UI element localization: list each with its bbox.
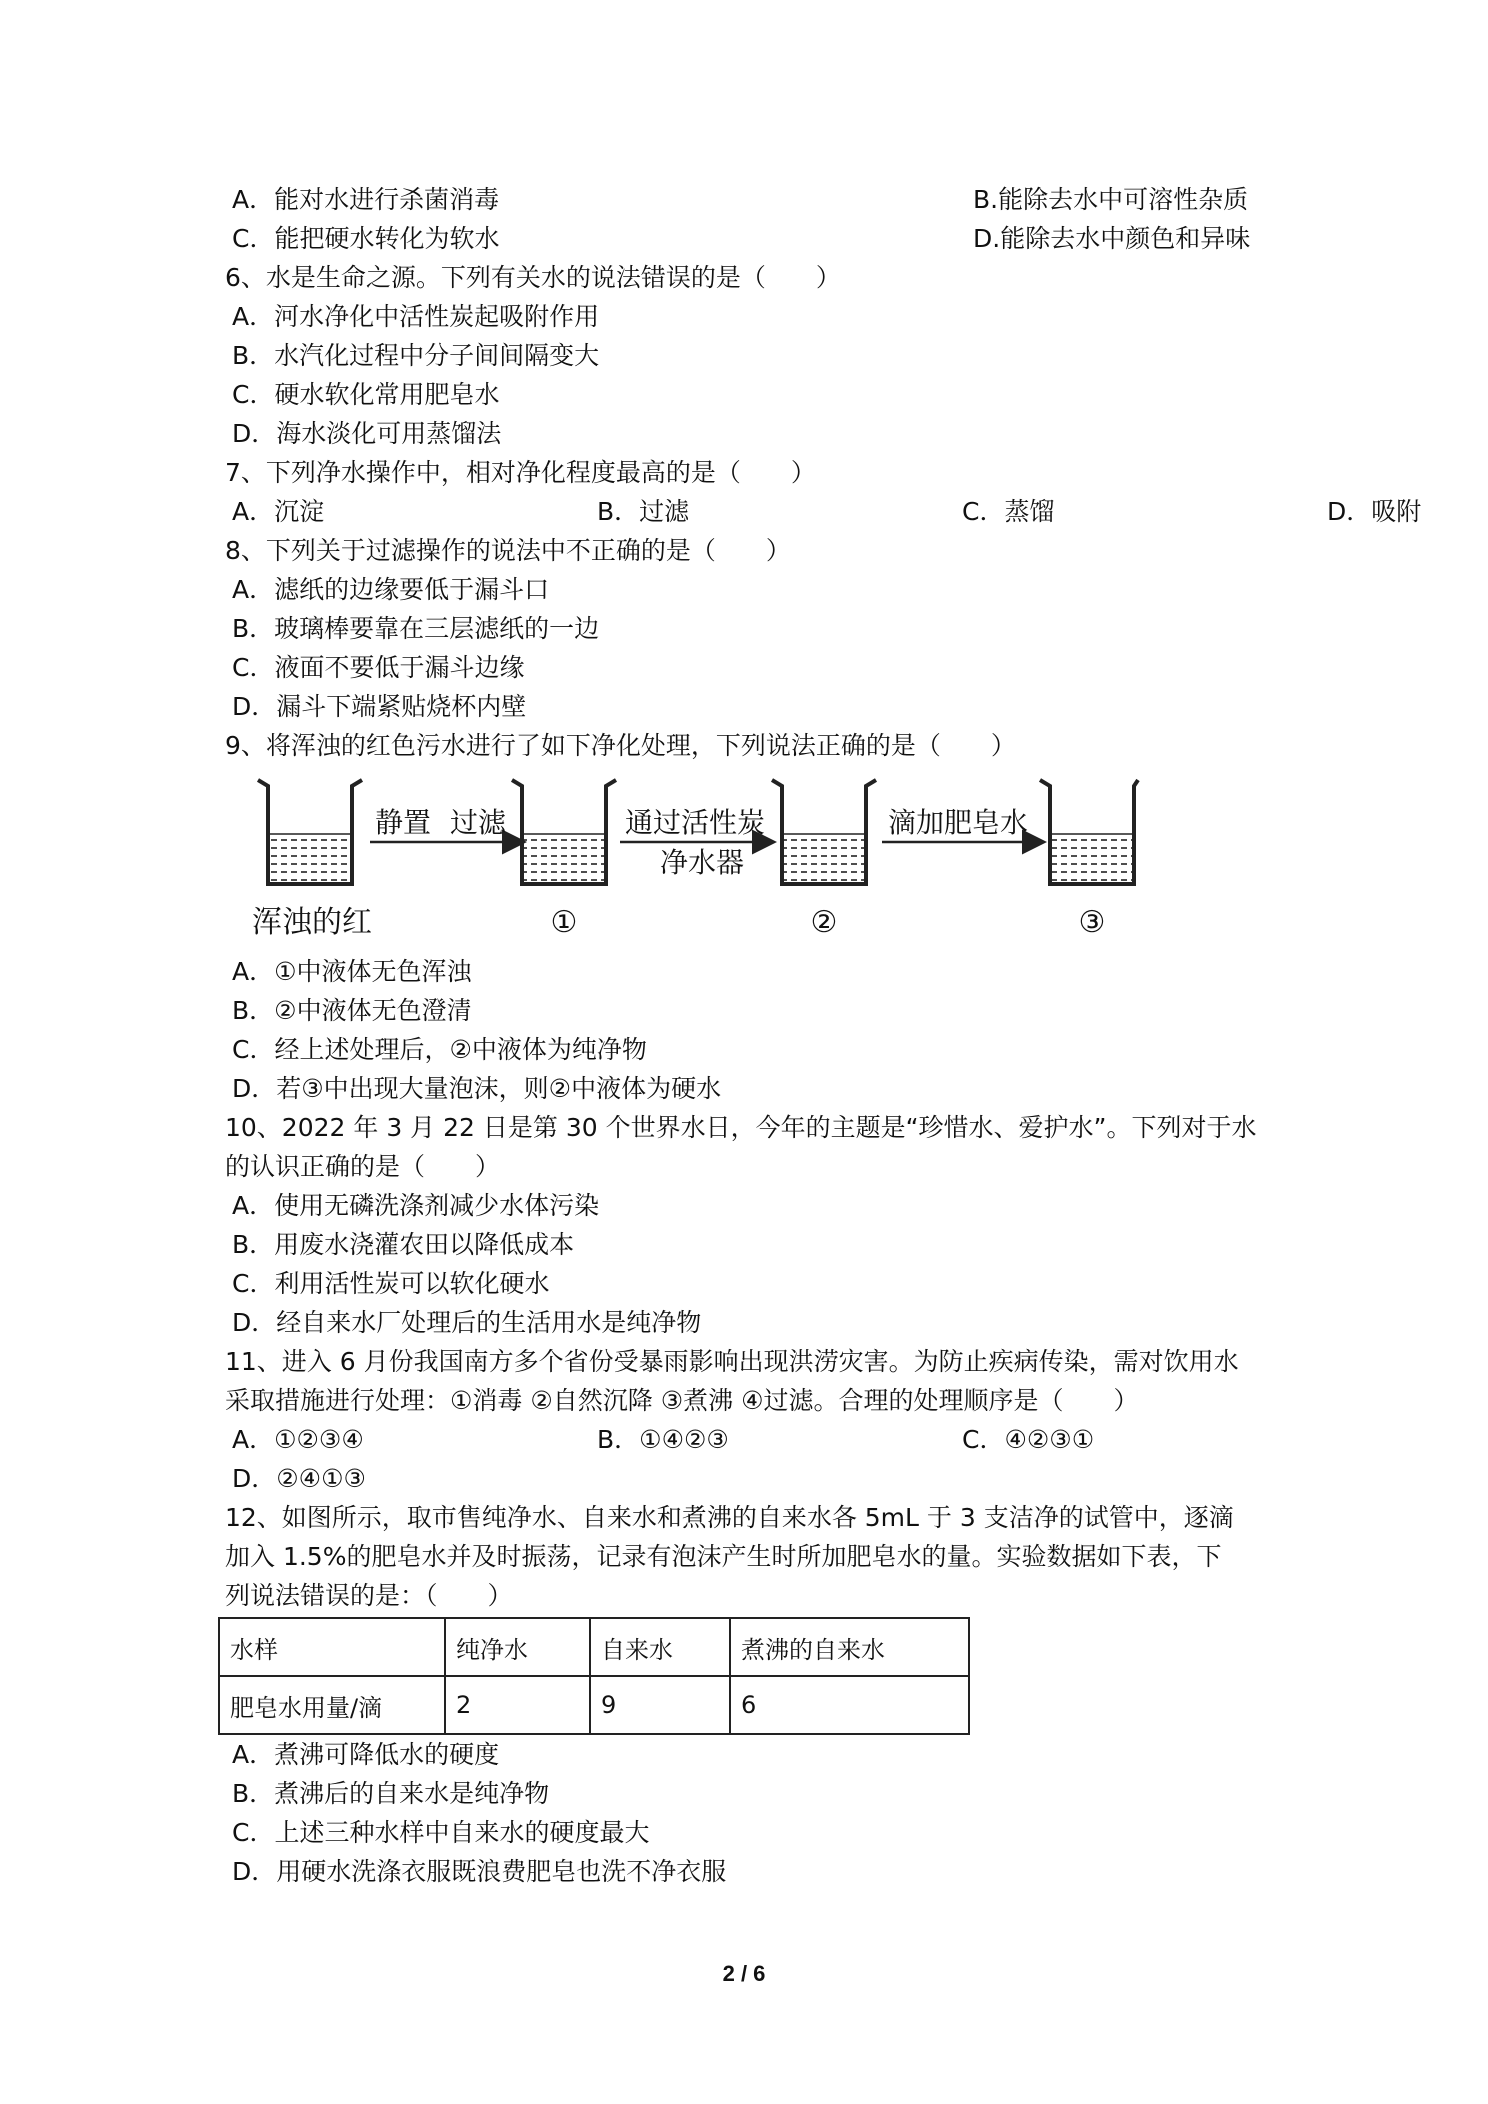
arrow2-label-a: 通过活性炭 [625, 806, 766, 839]
q12-stem-line2: 加入 1.5%的肥皂水并及时振荡，记录有泡沫产生时所加肥皂水的量。实验数据如下表，下 [225, 1542, 1222, 1571]
q6-option-b: B．水汽化过程中分子间间隔变大 [232, 341, 600, 370]
q7-option-d: D．吸附 [1327, 497, 1422, 526]
q9-option-c: C．经上述处理后，②中液体为纯净物 [232, 1035, 647, 1064]
q8-option-a: A．滤纸的边缘要低于漏斗口 [232, 575, 550, 604]
beaker-start [258, 780, 362, 884]
page-number: 2 / 6 [722, 1961, 766, 1986]
table-cell: 6 [730, 1676, 969, 1734]
beaker-1 [512, 780, 616, 884]
q6-option-a: A．河水净化中活性炭起吸附作用 [232, 302, 600, 331]
q10-stem-line2: 的认识正确的是（ ） [225, 1152, 501, 1181]
q11-option-b: B．①④②③ [597, 1425, 729, 1454]
table-header-cell: 水样 [219, 1618, 445, 1676]
q10-option-a: A．使用无磷洗涤剂减少水体污染 [232, 1191, 600, 1220]
table-cell: 2 [445, 1676, 590, 1734]
q8-stem: 8、下列关于过滤操作的说法中不正确的是（ ） [225, 536, 791, 565]
table-row [219, 1676, 969, 1734]
table-header-cell: 纯净水 [445, 1618, 590, 1676]
q7-option-c: C．蒸馏 [962, 497, 1055, 526]
beaker-3 [1040, 780, 1138, 884]
q12-stem-line3: 列说法错误的是：（ ） [225, 1581, 513, 1610]
q7-stem: 7、下列净水操作中，相对净化程度最高的是（ ） [225, 458, 816, 487]
q10-option-d: D．经自来水厂处理后的生活用水是纯净物 [232, 1308, 702, 1337]
q5-option-a: A．能对水进行杀菌消毒 [232, 185, 500, 214]
q9-option-d: D．若③中出现大量泡沫，则②中液体为硬水 [232, 1074, 722, 1103]
beaker-1-label: ① [550, 905, 578, 940]
beaker-3-label: ③ [1078, 905, 1106, 940]
q11-option-a: A．①②③④ [232, 1425, 364, 1454]
q12-option-b: B．煮沸后的自来水是纯净物 [232, 1779, 550, 1808]
q7-option-b: B．过滤 [597, 497, 690, 526]
q8-option-c: C．液面不要低于漏斗边缘 [232, 653, 525, 682]
q11-stem-line1: 11、进入 6 月份我国南方多个省份受暴雨影响出现洪涝灾害。为防止疾病传染，需对饮用水 [225, 1347, 1239, 1376]
table-header-cell: 自来水 [590, 1618, 730, 1676]
q9-stem: 9、将浑浊的红色污水进行了如下净化处理，下列说法正确的是（ ） [225, 731, 1016, 760]
q6-option-d: D．海水淡化可用蒸馏法 [232, 419, 502, 448]
beaker-2 [772, 780, 876, 884]
arrow3-label: 滴加肥皂水 [888, 806, 1029, 839]
start-label: 浑浊的红 [252, 905, 372, 940]
q10-option-c: C．利用活性炭可以软化硬水 [232, 1269, 550, 1298]
q5-option-c: C．能把硬水转化为软水 [232, 224, 500, 253]
q5-option-b: B.能除去水中可溶性杂质 [973, 185, 1249, 214]
water-purification-diagram [240, 772, 1140, 942]
q12-stem-line1: 12、如图所示，取市售纯净水、自来水和煮沸的自来水各 5mL 于 3 支洁净的试管中，逐滴 [225, 1503, 1234, 1532]
table-cell: 肥皂水用量/滴 [219, 1676, 445, 1734]
q6-stem: 6、水是生命之源。下列有关水的说法错误的是（ ） [225, 263, 841, 292]
q10-stem-line1: 10、2022 年 3 月 22 日是第 30 个世界水日，今年的主题是“珍惜水、爱护水”。下列对于水 [225, 1113, 1257, 1142]
q12-option-c: C．上述三种水样中自来水的硬度最大 [232, 1818, 650, 1847]
arrow1-label-b: 过滤 [450, 806, 507, 839]
q8-option-b: B．玻璃棒要靠在三层滤纸的一边 [232, 614, 600, 643]
q12-option-a: A．煮沸可降低水的硬度 [232, 1740, 500, 1769]
arrow2-label-b: 净水器 [660, 846, 745, 879]
q12-option-d: D．用硬水洗涤衣服既浪费肥皂也洗不净衣服 [232, 1857, 727, 1886]
q11-option-c: C．④②③① [962, 1425, 1095, 1454]
table-header-cell: 煮沸的自来水 [730, 1618, 969, 1676]
q7-option-a: A．沉淀 [232, 497, 325, 526]
soap-water-table [218, 1617, 970, 1735]
q5-option-d: D.能除去水中颜色和异味 [973, 224, 1251, 253]
table-cell: 9 [590, 1676, 730, 1734]
beaker-2-label: ② [810, 905, 838, 940]
q9-option-b: B．②中液体无色澄清 [232, 996, 472, 1025]
q11-stem-line2: 采取措施进行处理：①消毒 ②自然沉降 ③煮沸 ④过滤。合理的处理顺序是（ ） [225, 1386, 1139, 1415]
q10-option-b: B．用废水浇灌农田以降低成本 [232, 1230, 575, 1259]
q9-option-a: A．①中液体无色浑浊 [232, 957, 472, 986]
arrow1-label-a: 静置 [375, 806, 432, 839]
q6-option-c: C．硬水软化常用肥皂水 [232, 380, 500, 409]
q11-option-d: D．②④①③ [232, 1464, 366, 1493]
q8-option-d: D．漏斗下端紧贴烧杯内壁 [232, 692, 527, 721]
table-header-row [219, 1618, 969, 1676]
